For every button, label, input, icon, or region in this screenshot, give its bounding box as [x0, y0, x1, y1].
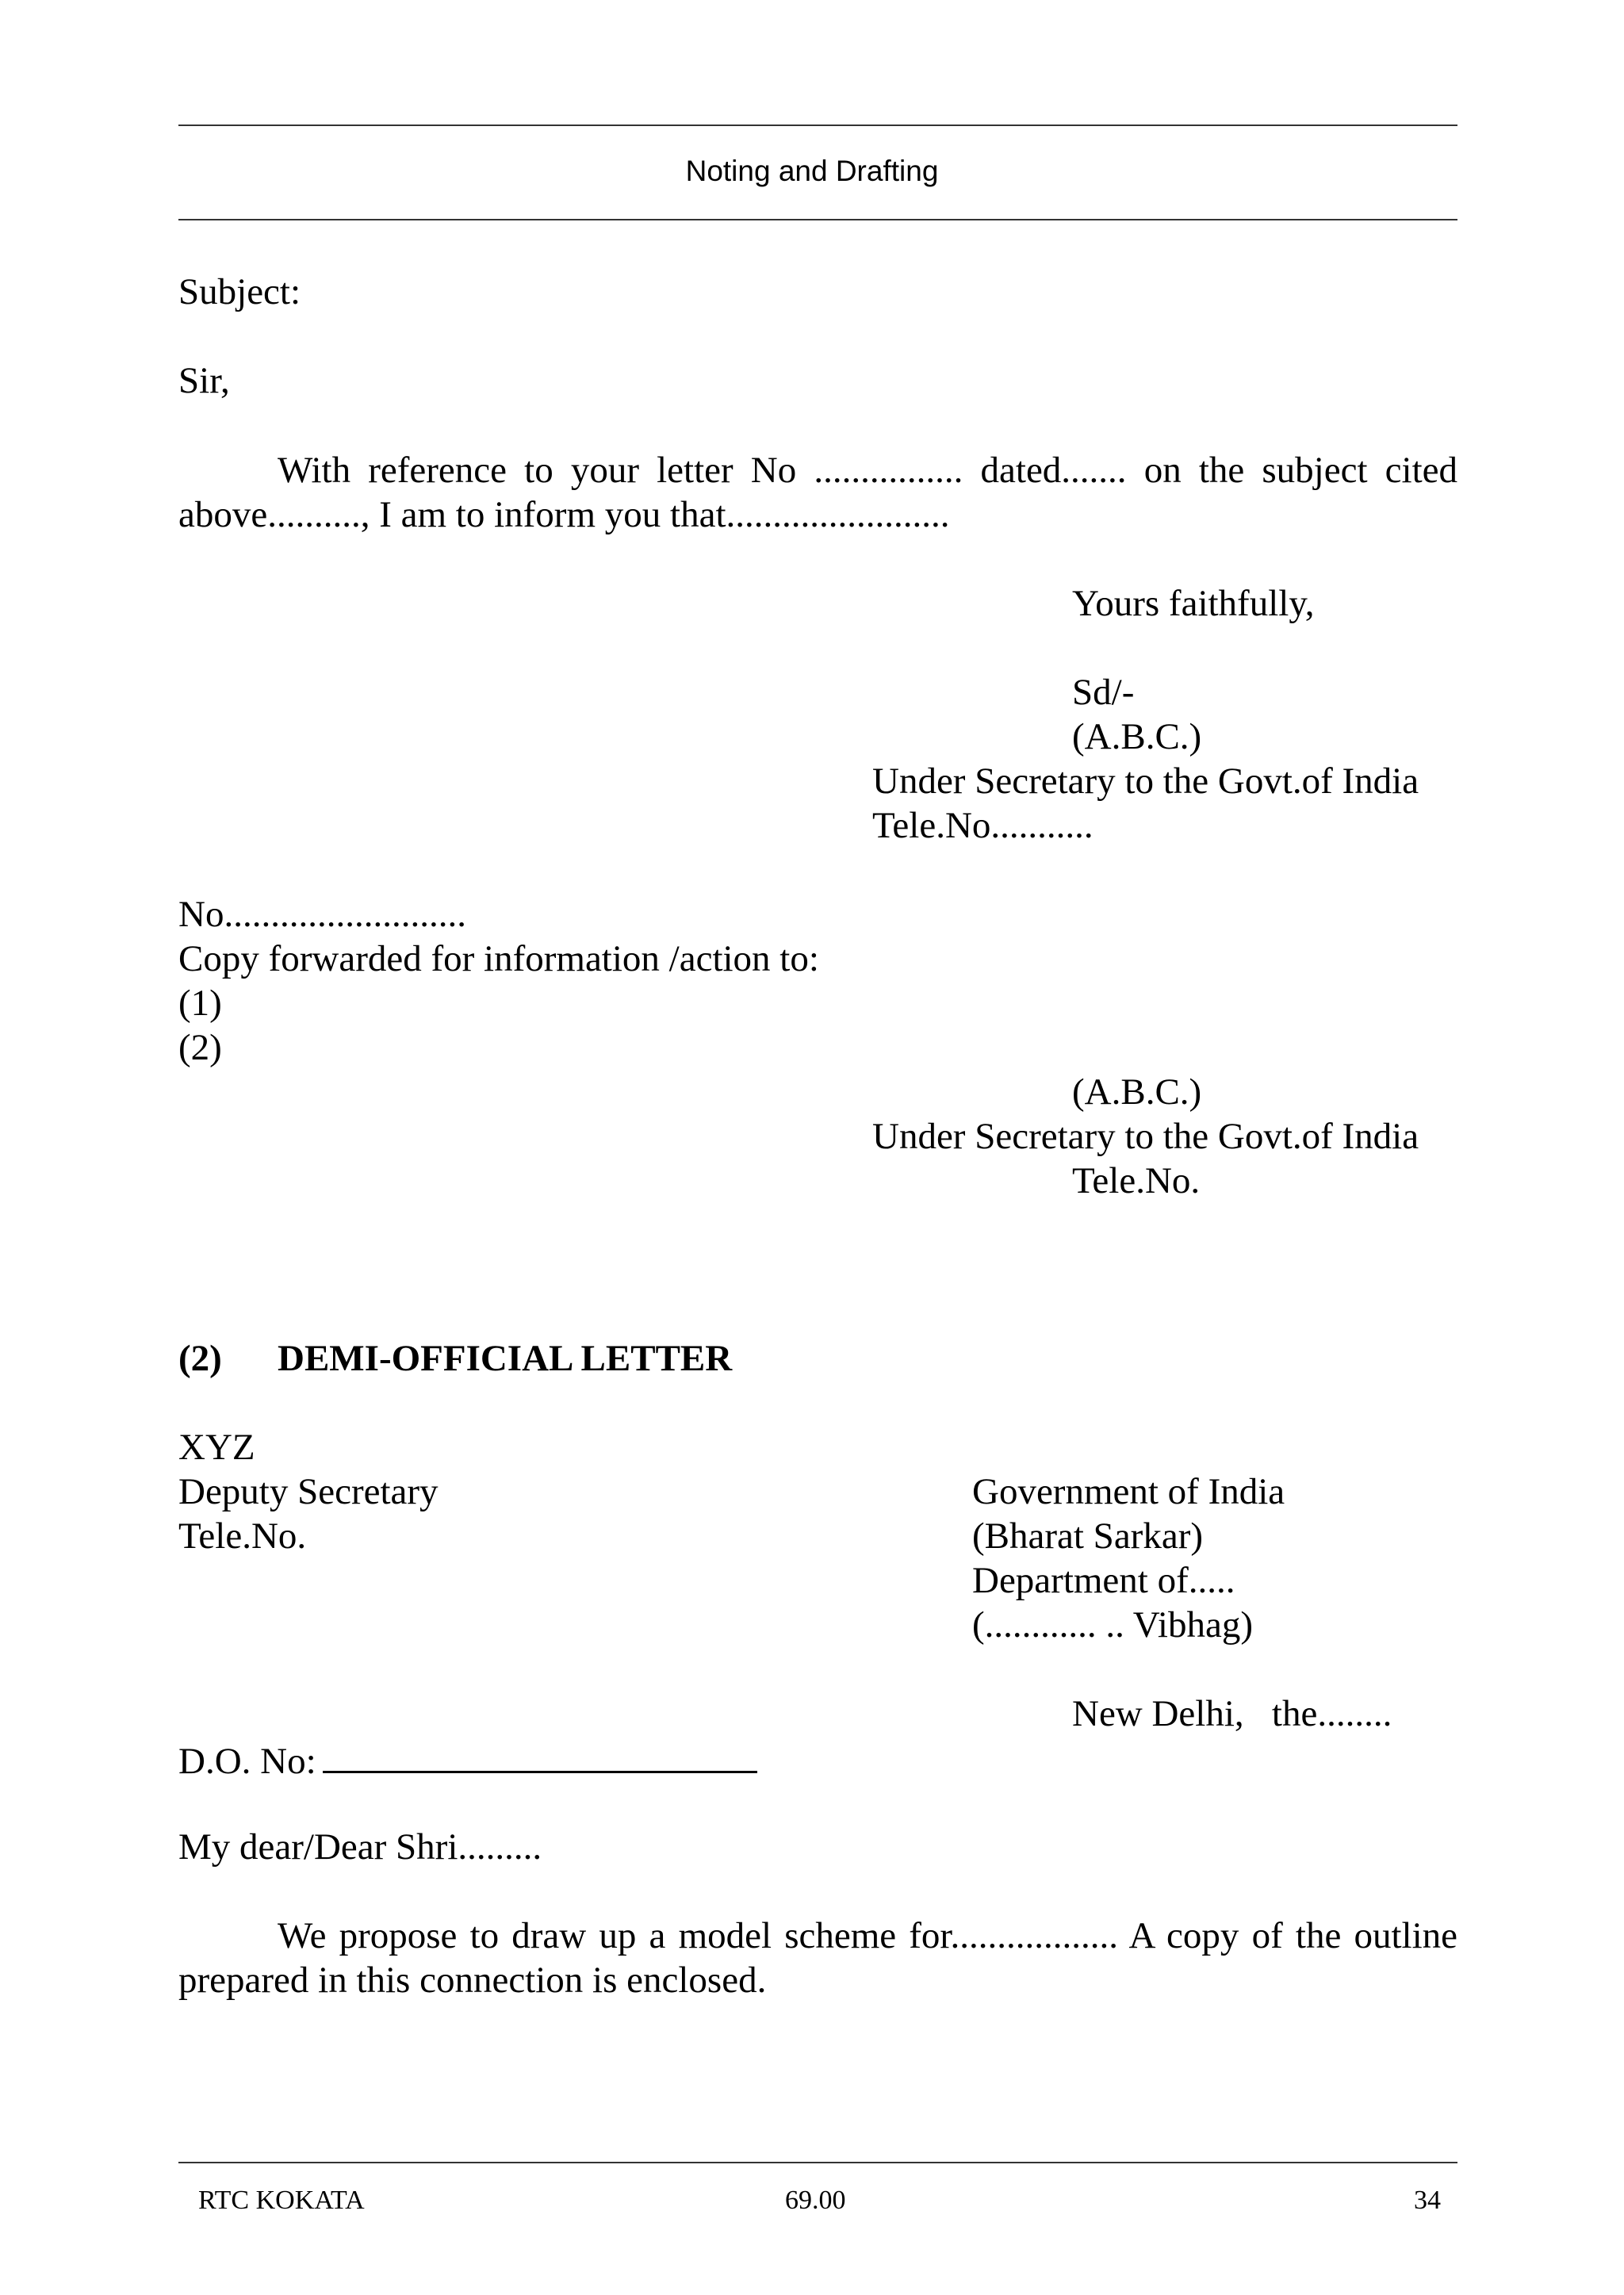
copy-number: No.......................... [178, 894, 466, 935]
do-number-label: D.O. No: [178, 1741, 316, 1782]
salutation: Sir, [178, 360, 230, 401]
do-body-line-1: We propose to draw up a model scheme for.................. A copy of the outline [278, 1915, 1457, 1956]
do-number [178, 1736, 757, 1784]
section-number: (2) [178, 1338, 222, 1379]
copy-signatory-name: (A.B.C.) [1072, 1071, 1202, 1113]
sender-tele: Tele.No. [178, 1515, 307, 1557]
header-bottom-rule [178, 219, 1457, 220]
section-title: DEMI-OFFICIAL LETTER [278, 1338, 733, 1379]
letter-body-line-2: above.........., I am to inform you that........................ [178, 494, 950, 535]
copy-item-2: (2) [178, 1027, 222, 1068]
do-number-blank [323, 1736, 757, 1773]
copy-item-1: (1) [178, 983, 222, 1024]
subject-label: Subject: [178, 271, 301, 312]
copy-signatory-tele: Tele.No. [1072, 1160, 1201, 1201]
copy-signatory-designation: Under Secretary to the Govt.of India [872, 1116, 1419, 1157]
place-date: New Delhi, the........ [1072, 1693, 1392, 1734]
gov-line-2: (Bharat Sarkar) [972, 1515, 1203, 1557]
sender-designation: Deputy Secretary [178, 1471, 439, 1512]
copy-forwarded: Copy forwarded for information /action to: [178, 938, 819, 979]
signature-sd: Sd/- [1072, 672, 1135, 713]
sender-name: XYZ [178, 1427, 255, 1468]
do-salutation: My dear/Dear Shri......... [178, 1826, 542, 1868]
footer-rule [178, 2162, 1457, 2163]
signatory-designation: Under Secretary to the Govt.of India [872, 761, 1419, 802]
signatory-tele: Tele.No........... [872, 805, 1094, 846]
signatory-name: (A.B.C.) [1072, 716, 1202, 757]
do-body-line-2: prepared in this connection is enclosed. [178, 1960, 767, 2001]
gov-line-4: (............ .. Vibhag) [972, 1604, 1253, 1646]
header-top-rule [178, 125, 1457, 126]
gov-line-1: Government of India [972, 1471, 1285, 1512]
running-header-title: Noting and Drafting [685, 155, 939, 187]
footer-page-number: 34 [1414, 2186, 1441, 2215]
letter-body-line-1: With reference to your letter No ................ dated....... on the subject cited [278, 450, 1457, 491]
footer-center: 69.00 [785, 2186, 846, 2215]
footer-left: RTC KOKATA [198, 2186, 365, 2215]
closing: Yours faithfully, [1072, 583, 1315, 624]
gov-line-3: Department of..... [972, 1560, 1235, 1601]
